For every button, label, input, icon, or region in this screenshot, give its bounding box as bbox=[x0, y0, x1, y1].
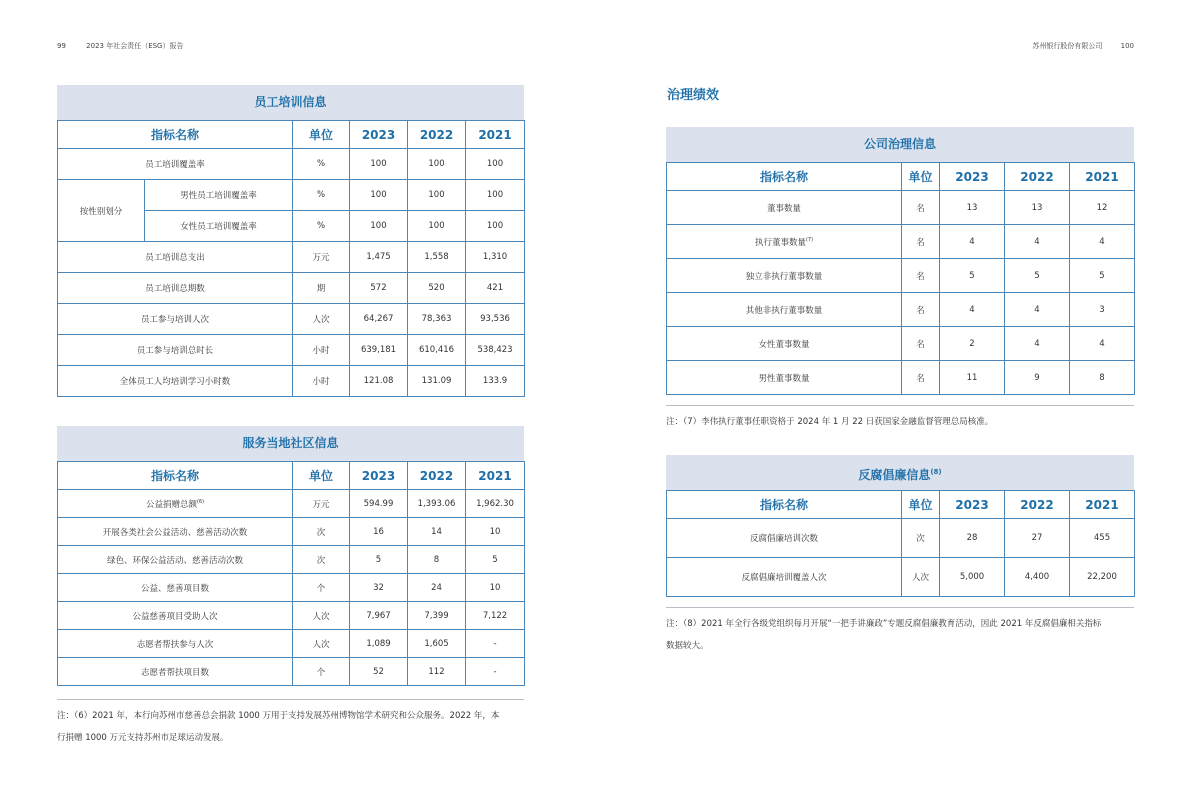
table-row bbox=[58, 242, 525, 273]
row-value-2022: 27 bbox=[1005, 519, 1070, 558]
table-row bbox=[667, 259, 1135, 293]
governance-section bbox=[666, 127, 1134, 395]
row-value-2022: 100 bbox=[408, 149, 466, 180]
row-value-2023: 5 bbox=[350, 546, 408, 574]
col-header-2022: 2022 bbox=[1005, 491, 1070, 519]
left-page-header bbox=[57, 41, 184, 51]
row-value-2022: 13 bbox=[1005, 191, 1070, 225]
row-unit: 名 bbox=[902, 191, 940, 225]
row-unit: 人次 bbox=[293, 630, 350, 658]
row-name: 反腐倡廉培训次数 bbox=[667, 519, 902, 558]
table-row bbox=[667, 191, 1135, 225]
row-name: 员工参与培训人次 bbox=[58, 304, 293, 335]
row-value-2021: 7,122 bbox=[466, 602, 525, 630]
training-section bbox=[57, 85, 524, 397]
row-value-2021: 22,200 bbox=[1070, 558, 1135, 597]
row-unit: 次 bbox=[902, 519, 940, 558]
table-row bbox=[667, 293, 1135, 327]
col-header-2023: 2023 bbox=[350, 462, 408, 490]
col-header-2023: 2023 bbox=[350, 121, 408, 149]
row-value-2022: 1,393.06 bbox=[408, 490, 466, 518]
row-name: 男性员工培训覆盖率 bbox=[145, 180, 293, 211]
row-name: 全体员工人均培训学习小时数 bbox=[58, 366, 293, 397]
table-row bbox=[667, 327, 1135, 361]
footnote-ref: (7) bbox=[805, 236, 814, 243]
row-value-2022: 1,558 bbox=[408, 242, 466, 273]
footnote-line: 行捐赠 1000 万元支持苏州市足球运动发展。 bbox=[57, 733, 229, 743]
row-unit: 万元 bbox=[293, 242, 350, 273]
row-value-2022: 4,400 bbox=[1005, 558, 1070, 597]
anticorruption-table bbox=[666, 490, 1135, 597]
row-name: 志愿者帮扶参与人次 bbox=[58, 630, 293, 658]
training-title: 员工培训信息 bbox=[57, 85, 524, 120]
governance-title: 公司治理信息 bbox=[666, 127, 1134, 162]
row-value-2021: 1,310 bbox=[466, 242, 525, 273]
row-value-2022: 8 bbox=[408, 546, 466, 574]
row-value-2022: 100 bbox=[408, 211, 466, 242]
row-value-2023: 121.08 bbox=[350, 366, 408, 397]
note-divider bbox=[57, 699, 524, 700]
row-value-2023: 5,000 bbox=[940, 558, 1005, 597]
col-header-unit: 单位 bbox=[293, 121, 350, 149]
row-name: 员工培训总期数 bbox=[58, 273, 293, 304]
row-value-2023: 11 bbox=[940, 361, 1005, 395]
row-value-2023: 1,475 bbox=[350, 242, 408, 273]
row-value-2021: - bbox=[466, 658, 525, 686]
table-row bbox=[58, 518, 525, 546]
table-row bbox=[58, 180, 525, 211]
row-value-2023: 100 bbox=[350, 149, 408, 180]
row-value-2022: 4 bbox=[1005, 225, 1070, 259]
row-name: 志愿者帮扶项目数 bbox=[58, 658, 293, 686]
row-value-2022: 1,605 bbox=[408, 630, 466, 658]
row-value-2021: 12 bbox=[1070, 191, 1135, 225]
row-name: 开展各类社会公益活动、慈善活动次数 bbox=[58, 518, 293, 546]
row-value-2022: 78,363 bbox=[408, 304, 466, 335]
row-value-2021: - bbox=[466, 630, 525, 658]
row-value-2021: 8 bbox=[1070, 361, 1135, 395]
row-name: 公益、慈善项目数 bbox=[58, 574, 293, 602]
community-footnote bbox=[57, 705, 527, 749]
footnote-line: 注：（7）李伟执行董事任职资格于 2024 年 1 月 22 日获国家金融监督管理总局核准。 bbox=[666, 417, 994, 427]
row-value-2022: 131.09 bbox=[408, 366, 466, 397]
row-value-2023: 572 bbox=[350, 273, 408, 304]
anticorruption-title bbox=[666, 455, 1134, 490]
row-value-2021: 455 bbox=[1070, 519, 1135, 558]
anticorruption-section bbox=[666, 455, 1134, 597]
row-name bbox=[58, 490, 293, 518]
row-value-2023: 16 bbox=[350, 518, 408, 546]
row-unit: 名 bbox=[902, 361, 940, 395]
row-unit: % bbox=[293, 180, 350, 211]
row-value-2022: 5 bbox=[1005, 259, 1070, 293]
row-unit: 名 bbox=[902, 293, 940, 327]
table-row bbox=[58, 335, 525, 366]
table-row bbox=[58, 602, 525, 630]
table-row bbox=[58, 304, 525, 335]
row-value-2023: 5 bbox=[940, 259, 1005, 293]
row-value-2023: 4 bbox=[940, 293, 1005, 327]
governance-footnote bbox=[666, 411, 1136, 433]
row-unit: % bbox=[293, 211, 350, 242]
table-row bbox=[58, 630, 525, 658]
row-value-2021: 133.9 bbox=[466, 366, 525, 397]
table-row bbox=[58, 658, 525, 686]
footnote-line: 注：（6）2021 年，本行向苏州市慈善总会捐款 1000 万用于支持发展苏州博物馆学术研究和公众服务。2022 年，本 bbox=[57, 711, 500, 721]
row-value-2023: 64,267 bbox=[350, 304, 408, 335]
row-value-2022: 24 bbox=[408, 574, 466, 602]
table-header-row bbox=[667, 491, 1135, 519]
community-section bbox=[57, 426, 524, 686]
company-name: 苏州银行股份有限公司 bbox=[1032, 42, 1103, 50]
left-page-number: 99 bbox=[57, 42, 66, 50]
footnote-ref: (6) bbox=[196, 498, 205, 505]
row-value-2023: 7,967 bbox=[350, 602, 408, 630]
col-header-2023: 2023 bbox=[940, 491, 1005, 519]
col-header-2021: 2021 bbox=[1070, 163, 1135, 191]
row-name: 男性董事数量 bbox=[667, 361, 902, 395]
row-value-2023: 100 bbox=[350, 211, 408, 242]
col-header-name: 指标名称 bbox=[58, 121, 293, 149]
row-value-2021: 1,962.30 bbox=[466, 490, 525, 518]
row-value-2023: 1,089 bbox=[350, 630, 408, 658]
table-row bbox=[667, 225, 1135, 259]
row-value-2023: 28 bbox=[940, 519, 1005, 558]
col-header-name: 指标名称 bbox=[667, 163, 902, 191]
row-name: 员工培训覆盖率 bbox=[58, 149, 293, 180]
row-unit: 名 bbox=[902, 225, 940, 259]
col-header-2021: 2021 bbox=[1070, 491, 1135, 519]
right-page-number: 100 bbox=[1120, 42, 1134, 50]
community-table bbox=[57, 461, 525, 686]
table-row bbox=[58, 273, 525, 304]
row-name: 绿色、环保公益活动、慈善活动次数 bbox=[58, 546, 293, 574]
col-header-unit: 单位 bbox=[293, 462, 350, 490]
footnote-line: 注：（8）2021 年全行各级党组织每月开展“一把手讲廉政”专题反腐倡廉教育活动，因此 2021 年反腐倡廉相关指标 bbox=[666, 619, 1102, 629]
row-unit: 小时 bbox=[293, 366, 350, 397]
col-header-name: 指标名称 bbox=[58, 462, 293, 490]
row-name-text: 执行董事数量 bbox=[754, 237, 806, 248]
col-header-2023: 2023 bbox=[940, 163, 1005, 191]
row-name: 员工培训总支出 bbox=[58, 242, 293, 273]
row-value-2023: 639,181 bbox=[350, 335, 408, 366]
note-divider bbox=[666, 405, 1134, 406]
row-unit: % bbox=[293, 149, 350, 180]
row-name bbox=[667, 225, 902, 259]
row-value-2022: 100 bbox=[408, 180, 466, 211]
row-unit: 名 bbox=[902, 327, 940, 361]
row-value-2023: 594.99 bbox=[350, 490, 408, 518]
row-value-2023: 32 bbox=[350, 574, 408, 602]
row-name: 其他非执行董事数量 bbox=[667, 293, 902, 327]
anticorruption-title-text: 反腐倡廉信息 bbox=[858, 468, 931, 482]
row-unit: 万元 bbox=[293, 490, 350, 518]
row-unit: 小时 bbox=[293, 335, 350, 366]
table-row bbox=[58, 490, 525, 518]
row-unit: 人次 bbox=[293, 304, 350, 335]
row-value-2022: 112 bbox=[408, 658, 466, 686]
row-name: 女性董事数量 bbox=[667, 327, 902, 361]
row-value-2021: 421 bbox=[466, 273, 525, 304]
col-header-2022: 2022 bbox=[408, 462, 466, 490]
col-header-2022: 2022 bbox=[1005, 163, 1070, 191]
row-unit: 次 bbox=[293, 518, 350, 546]
row-value-2022: 610,416 bbox=[408, 335, 466, 366]
row-value-2021: 5 bbox=[466, 546, 525, 574]
row-unit: 次 bbox=[293, 546, 350, 574]
table-row bbox=[667, 361, 1135, 395]
row-name-text: 公益捐赠总额 bbox=[145, 499, 197, 510]
row-value-2021: 100 bbox=[466, 180, 525, 211]
row-unit: 期 bbox=[293, 273, 350, 304]
row-value-2021: 10 bbox=[466, 574, 525, 602]
table-row bbox=[667, 558, 1135, 597]
row-unit: 人次 bbox=[293, 602, 350, 630]
row-value-2023: 100 bbox=[350, 180, 408, 211]
row-value-2022: 14 bbox=[408, 518, 466, 546]
col-header-2021: 2021 bbox=[466, 462, 525, 490]
row-value-2021: 93,536 bbox=[466, 304, 525, 335]
row-value-2022: 4 bbox=[1005, 327, 1070, 361]
row-name: 女性员工培训覆盖率 bbox=[145, 211, 293, 242]
community-title: 服务当地社区信息 bbox=[57, 426, 524, 461]
row-unit: 人次 bbox=[902, 558, 940, 597]
row-value-2023: 4 bbox=[940, 225, 1005, 259]
row-unit: 个 bbox=[293, 658, 350, 686]
group-label-gender: 按性别划分 bbox=[58, 180, 145, 242]
row-unit: 个 bbox=[293, 574, 350, 602]
row-value-2021: 10 bbox=[466, 518, 525, 546]
governance-table bbox=[666, 162, 1135, 395]
row-value-2022: 520 bbox=[408, 273, 466, 304]
row-name: 董事数量 bbox=[667, 191, 902, 225]
footnote-line: 数据较大。 bbox=[666, 641, 709, 651]
right-page-header bbox=[1032, 41, 1134, 51]
row-value-2023: 13 bbox=[940, 191, 1005, 225]
row-value-2023: 52 bbox=[350, 658, 408, 686]
row-value-2022: 4 bbox=[1005, 293, 1070, 327]
report-title: 2023 年社会责任（ESG）报告 bbox=[86, 42, 184, 50]
col-header-unit: 单位 bbox=[902, 163, 940, 191]
table-header-row bbox=[667, 163, 1135, 191]
note-divider bbox=[666, 607, 1134, 608]
col-header-2021: 2021 bbox=[466, 121, 525, 149]
row-value-2022: 7,399 bbox=[408, 602, 466, 630]
row-value-2021: 100 bbox=[466, 149, 525, 180]
footnote-ref: (8) bbox=[930, 468, 942, 476]
row-value-2021: 538,423 bbox=[466, 335, 525, 366]
section-heading: 治理绩效 bbox=[667, 88, 720, 103]
row-value-2021: 3 bbox=[1070, 293, 1135, 327]
table-row bbox=[58, 574, 525, 602]
row-name: 反腐倡廉培训覆盖人次 bbox=[667, 558, 902, 597]
table-row bbox=[58, 149, 525, 180]
table-row bbox=[58, 546, 525, 574]
training-table bbox=[57, 120, 525, 397]
row-value-2021: 5 bbox=[1070, 259, 1135, 293]
row-unit: 名 bbox=[902, 259, 940, 293]
row-name: 独立非执行董事数量 bbox=[667, 259, 902, 293]
table-row bbox=[58, 366, 525, 397]
row-name: 公益慈善项目受助人次 bbox=[58, 602, 293, 630]
col-header-unit: 单位 bbox=[902, 491, 940, 519]
row-value-2022: 9 bbox=[1005, 361, 1070, 395]
anticorruption-footnote bbox=[666, 613, 1136, 657]
row-value-2021: 100 bbox=[466, 211, 525, 242]
row-value-2021: 4 bbox=[1070, 225, 1135, 259]
table-header-row bbox=[58, 462, 525, 490]
col-header-2022: 2022 bbox=[408, 121, 466, 149]
table-row bbox=[667, 519, 1135, 558]
row-value-2023: 2 bbox=[940, 327, 1005, 361]
col-header-name: 指标名称 bbox=[667, 491, 902, 519]
table-header-row bbox=[58, 121, 525, 149]
row-value-2021: 4 bbox=[1070, 327, 1135, 361]
row-name: 员工参与培训总时长 bbox=[58, 335, 293, 366]
